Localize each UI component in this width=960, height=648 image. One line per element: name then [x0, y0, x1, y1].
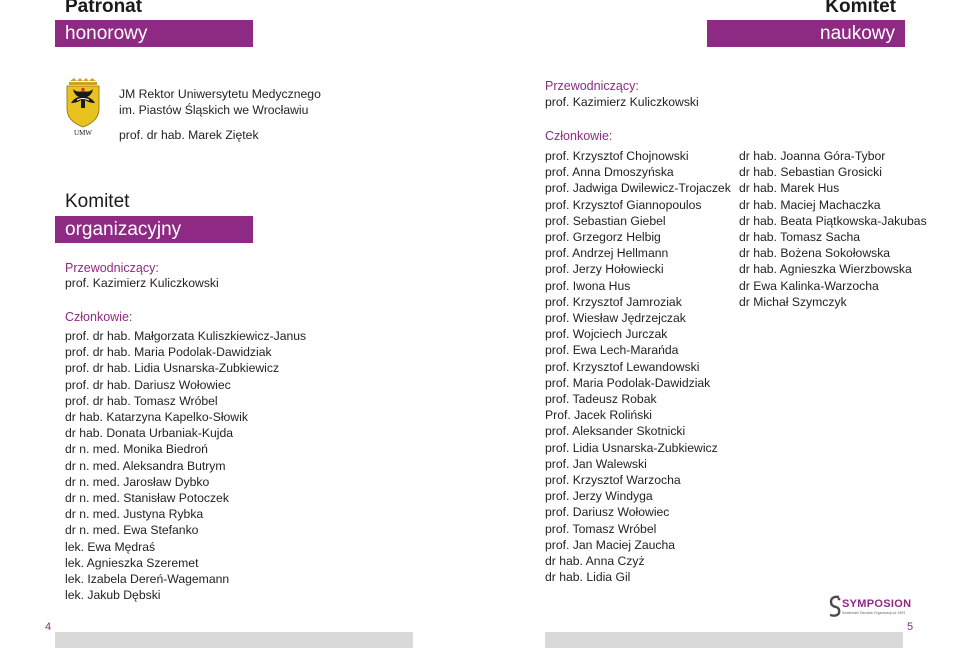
- member-name: prof. Tadeusz Robak: [545, 392, 657, 407]
- member-name: prof. dr hab. Dariusz Wołowiec: [65, 377, 231, 392]
- organizing-members-list: [65, 328, 306, 603]
- patron-subtitle-band: honorowy: [55, 20, 253, 47]
- patron-description: [119, 87, 321, 144]
- member-name: dr hab. Katarzyna Kapelko-Słowik: [65, 410, 248, 425]
- crest-icon: [64, 77, 102, 137]
- member-name: prof. Andrzej Hellmann: [545, 246, 669, 261]
- member-name: dr hab. Tomasz Sacha: [739, 230, 861, 245]
- member-name: lek. Agnieszka Szeremet: [65, 555, 199, 570]
- member-name: prof. Jan Maciej Zaucha: [545, 537, 676, 552]
- page-number-left: 4: [45, 621, 52, 633]
- member-name: dr hab. Maciej Machaczka: [739, 197, 881, 212]
- organizing-subtitle-band: organizacyjny: [55, 216, 253, 243]
- member-name: prof. Jerzy Windyga: [545, 489, 653, 504]
- scientific-chair-name: prof. Kazimierz Kuliczkowski: [545, 95, 699, 109]
- member-name: dr n. med. Stanisław Potoczek: [65, 491, 229, 506]
- member-name: prof. Ewa Lech-Marańda: [545, 343, 679, 358]
- member-name: prof. Krzysztof Jamroziak: [545, 294, 682, 309]
- member-name: lek. Jakub Dębski: [65, 588, 161, 603]
- member-name: dr hab. Agnieszka Wierzbowska: [739, 262, 912, 277]
- scientific-chair-label: Przewodniczący:: [545, 79, 639, 93]
- member-name: dr hab. Beata Piątkowska-Jakubas: [739, 213, 927, 228]
- footer-strip-right: [545, 632, 903, 648]
- member-name: dr n. med. Aleksandra Butrym: [65, 458, 226, 473]
- organizing-members-label: Członkowie:: [65, 310, 133, 324]
- member-name: prof. Krzysztof Giannopoulos: [545, 197, 702, 212]
- patron-name: prof. dr hab. Marek Ziętek: [119, 128, 259, 143]
- member-name: prof. Maria Podolak-Dawidziak: [545, 375, 711, 390]
- member-name: prof. Jadwiga Dwilewicz-Trojaczek: [545, 181, 731, 196]
- member-name: prof. Anna Dmoszyńska: [545, 165, 674, 180]
- member-name: prof. Krzysztof Warzocha: [545, 473, 681, 488]
- member-name: prof. Sebastian Giebel: [545, 213, 666, 228]
- member-name: lek. Izabela Dereń-Wagemann: [65, 572, 230, 587]
- member-name: prof. Lidia Usnarska-Zubkiewicz: [545, 440, 718, 455]
- member-name: prof. Krzysztof Chojnowski: [545, 149, 689, 163]
- scientific-members-column-2: [739, 148, 927, 310]
- member-name: dr hab. Anna Czyż: [545, 554, 645, 569]
- member-name: prof. Wojciech Jurczak: [545, 327, 668, 342]
- patron-title: Patronat: [65, 0, 143, 17]
- member-name: dr n. med. Ewa Stefanko: [65, 523, 199, 538]
- footer-strip-left: [55, 632, 413, 648]
- page-number-right: 5: [907, 621, 914, 633]
- member-name: prof. dr hab. Lidia Usnarska-Zubkiewicz: [65, 361, 280, 376]
- member-name: prof. Jan Walewski: [545, 456, 647, 471]
- scientific-members-label: Członkowie:: [545, 129, 613, 143]
- member-name: Prof. Jacek Roliński: [545, 408, 653, 423]
- member-name: dr hab. Lidia Gil: [545, 570, 631, 585]
- scientific-title: Komitet: [825, 0, 896, 17]
- member-name: prof. Wiesław Jędrzejczak: [545, 311, 686, 326]
- member-name: dr hab. Marek Hus: [739, 181, 840, 196]
- logo-word: SYMPOSION: [842, 598, 912, 610]
- member-name: prof. Iwona Hus: [545, 278, 631, 293]
- member-name: prof. Krzysztof Lewandowski: [545, 359, 700, 374]
- member-name: prof. Tomasz Wróbel: [545, 521, 657, 536]
- member-name: dr Michał Szymczyk: [739, 294, 847, 309]
- member-name: prof. dr hab. Tomasz Wróbel: [65, 393, 218, 408]
- member-name: dr hab. Bożena Sokołowska: [739, 246, 891, 261]
- member-name: dr hab. Sebastian Grosicki: [739, 165, 882, 180]
- member-name: prof. dr hab. Maria Podolak-Dawidziak: [65, 345, 272, 360]
- symposion-logo: [828, 594, 912, 620]
- scientific-subtitle-band: naukowy: [707, 20, 905, 47]
- member-name: prof. Dariusz Wołowiec: [545, 505, 670, 520]
- member-name: prof. dr hab. Małgorzata Kuliszkiewicz-Janus: [65, 329, 307, 343]
- member-name: prof. Grzegorz Helbig: [545, 230, 661, 245]
- member-name: dr hab. Joanna Góra-Tybor: [739, 149, 886, 163]
- member-name: dr n. med. Justyna Rybka: [65, 507, 204, 522]
- member-name: prof. Jerzy Hołowiecki: [545, 262, 664, 277]
- patron-line-1: JM Rektor Uniwersytetu Medycznego: [119, 87, 321, 101]
- member-name: dr n. med. Jarosław Dybko: [65, 474, 210, 489]
- member-name: dr n. med. Monika Biedroń: [65, 442, 208, 457]
- organizing-chair-name: prof. Kazimierz Kuliczkowski: [65, 276, 219, 290]
- crest-label: UMW: [74, 129, 92, 137]
- organizing-title: Komitet: [65, 191, 130, 212]
- member-name: dr Ewa Kalinka-Warzocha: [739, 278, 879, 293]
- member-name: prof. Aleksander Skotnicki: [545, 424, 686, 439]
- scientific-members-column-1: [545, 148, 731, 585]
- member-name: lek. Ewa Mędraś: [65, 539, 156, 554]
- organizing-chair-label: Przewodniczący:: [65, 261, 159, 275]
- symposion-logo-icon: [828, 594, 842, 618]
- logo-subtitle: Szwendzki Ośrodek Organizacji od 1993: [842, 611, 906, 615]
- patron-line-2: im. Piastów Śląskich we Wrocławiu: [119, 102, 309, 117]
- member-name: dr hab. Donata Urbaniak-Kujda: [65, 426, 234, 441]
